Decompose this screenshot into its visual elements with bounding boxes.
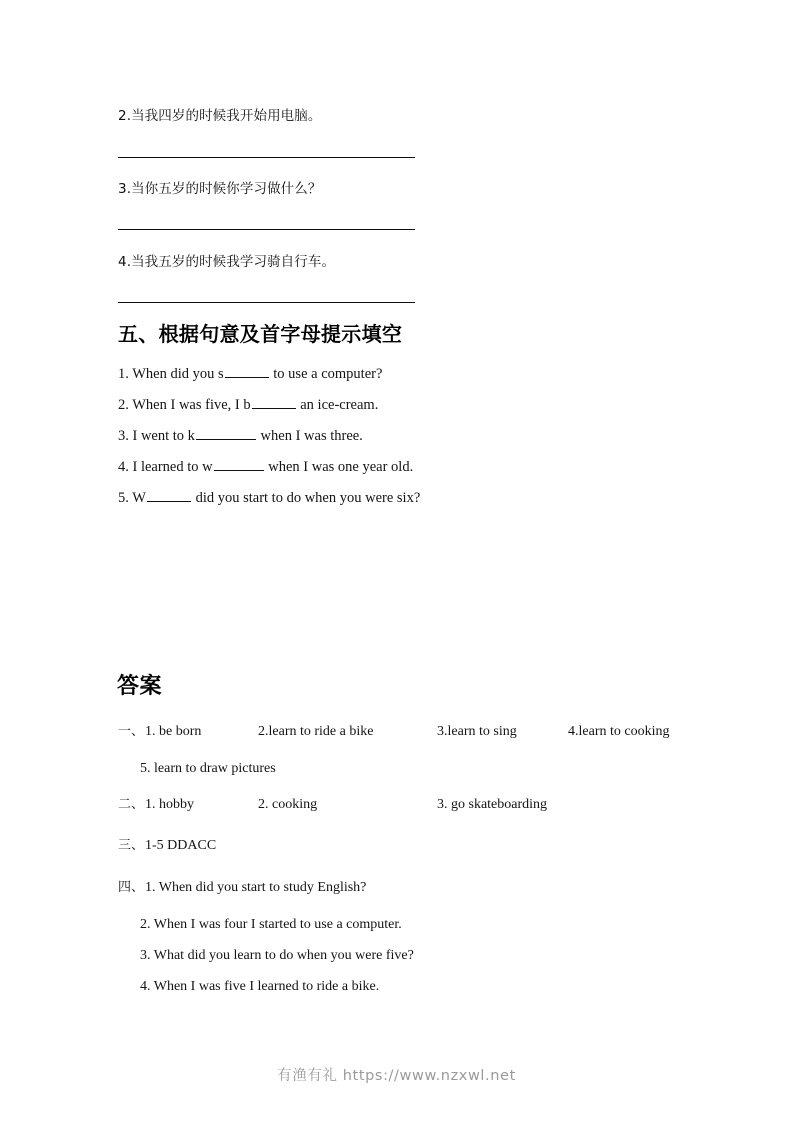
answer-rule-4 xyxy=(118,302,415,303)
answer-row-1 xyxy=(118,722,778,742)
answer-key-heading: 答案 xyxy=(117,674,163,699)
answer-row-3-cell-1: 1-5 DDACC xyxy=(145,838,217,853)
answer-row-1-cell-1: 1. be born xyxy=(145,724,202,739)
answer-rule-2 xyxy=(118,157,415,158)
question-4-prefix: 4. I learned to w xyxy=(118,459,213,475)
translation-item-3: 3.当你五岁的时候你学习做什么？ xyxy=(118,181,322,197)
question-row-3 xyxy=(118,426,363,446)
answer-row-4-continuation-4: 4. When I was five I learned to ride a bike. xyxy=(140,979,380,994)
question-2-suffix: an ice-cream. xyxy=(296,397,379,413)
answer-row-4 xyxy=(118,878,778,898)
answer-row-1-cell-4: 4.learn to cooking xyxy=(568,724,670,739)
question-5-suffix: did you start to do when you were six? xyxy=(191,490,421,506)
answer-row-2-marker: 二、 xyxy=(118,797,145,812)
question-3-blank[interactable] xyxy=(196,426,256,440)
question-row-4 xyxy=(118,457,413,477)
translation-item-2: 2.当我四岁的时候我开始用电脑。 xyxy=(118,108,322,124)
question-4-suffix: when I was one year old. xyxy=(264,459,414,475)
answer-row-4-continuation-3: 3. What did you learn to do when you were five? xyxy=(140,948,414,963)
answer-row-1-cell-3: 3.learn to sing xyxy=(437,724,517,739)
answer-row-4-marker: 四、 xyxy=(118,880,145,895)
answer-row-2-cell-1: 1. hobby xyxy=(145,797,194,812)
answer-row-1-cell-2: 2.learn to ride a bike xyxy=(258,724,374,739)
answer-row-3 xyxy=(118,836,778,856)
translation-item-4: 4.当我五岁的时候我学习骑自行车。 xyxy=(118,254,336,270)
answer-row-4-cell-1: 1. When did you start to study English? xyxy=(145,880,367,895)
answer-row-2-cell-3: 3. go skateboarding xyxy=(437,797,548,812)
answer-row-4-continuation-2: 2. When I was four I started to use a computer. xyxy=(140,917,402,932)
question-5-blank[interactable] xyxy=(147,488,191,502)
answer-row-1-marker: 一、 xyxy=(118,724,145,739)
question-2-prefix: 2. When I was five, I b xyxy=(118,397,251,413)
question-1-prefix: 1. When did you s xyxy=(118,366,224,382)
question-1-suffix: to use a computer? xyxy=(269,366,383,382)
question-row-2 xyxy=(118,395,378,415)
question-3-prefix: 3. I went to k xyxy=(118,428,195,444)
answer-row-3-marker: 三、 xyxy=(118,838,145,853)
question-4-blank[interactable] xyxy=(214,457,264,471)
answer-row-1-continuation: 5. learn to draw pictures xyxy=(140,761,276,776)
question-1-blank[interactable] xyxy=(225,364,269,378)
footer-watermark: 有渔有礼 https://www.nzxwl.net xyxy=(277,1068,516,1084)
question-5-prefix: 5. W xyxy=(118,490,146,506)
answer-row-2-cell-2: 2. cooking xyxy=(258,797,318,812)
answer-row-2 xyxy=(118,795,778,815)
section-five-heading: 五、根据句意及首字母提示填空 xyxy=(118,322,403,346)
question-row-1 xyxy=(118,364,382,384)
answer-rule-3 xyxy=(118,229,415,230)
question-2-blank[interactable] xyxy=(252,395,296,409)
question-row-5 xyxy=(118,488,420,508)
question-3-suffix: when I was three. xyxy=(256,428,363,444)
